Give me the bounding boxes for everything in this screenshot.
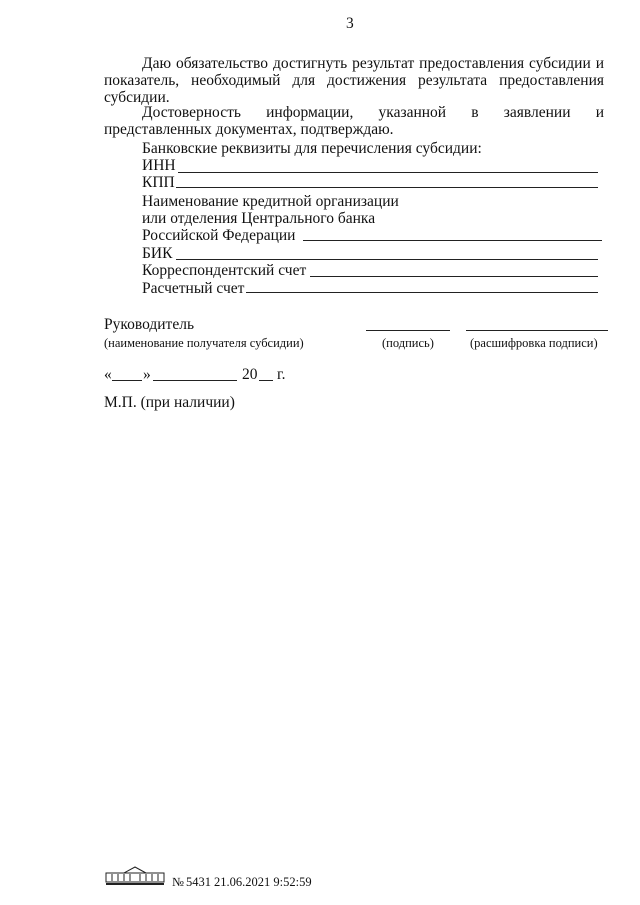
bik-blank-line bbox=[176, 259, 598, 260]
date-month-blank bbox=[153, 380, 237, 381]
building-logo-icon bbox=[104, 866, 166, 886]
settlement-account-label: Расчетный счет bbox=[142, 280, 245, 297]
footer-doc-number: 5431 bbox=[186, 875, 211, 889]
signature-decoding-blank-line bbox=[466, 330, 608, 331]
kpp-label: КПП bbox=[142, 174, 175, 191]
bik-label: БИК bbox=[142, 245, 173, 262]
date-close-quote: » bbox=[143, 366, 151, 383]
kpp-blank-line bbox=[176, 187, 598, 188]
signature-blank-line bbox=[366, 330, 450, 331]
seal-note: М.П. (при наличии) bbox=[104, 394, 235, 411]
org-name-label-line1: Наименование кредитной организации bbox=[142, 193, 399, 210]
org-name-label-line3: Российской Федерации bbox=[142, 227, 296, 244]
bank-details-heading: Банковские реквизиты для перечисления субсидии: bbox=[142, 140, 482, 157]
signature-caption: (подпись) bbox=[382, 336, 434, 350]
date-day-blank bbox=[112, 380, 142, 381]
page-number: 3 bbox=[346, 15, 354, 32]
inn-label: ИНН bbox=[142, 157, 176, 174]
footer-number-mark: № bbox=[172, 875, 184, 889]
settlement-account-blank-line bbox=[246, 292, 598, 293]
inn-blank-line bbox=[178, 172, 598, 173]
recipient-caption: (наименование получателя субсидии) bbox=[104, 336, 304, 350]
date-year-suffix: г. bbox=[277, 366, 286, 383]
corr-account-blank-line bbox=[310, 276, 598, 277]
org-name-label-line2: или отделения Центрального банка bbox=[142, 210, 376, 227]
footer-timestamp: 21.06.2021 9:52:59 bbox=[214, 875, 312, 889]
signature-decoding-caption: (расшифровка подписи) bbox=[470, 336, 598, 350]
accuracy-paragraph: Достоверность информации, указанной в заявлении и представленных документах, подтверждаю. bbox=[104, 104, 604, 138]
corr-account-label: Корреспондентский счет bbox=[142, 262, 307, 279]
date-open-quote: « bbox=[104, 366, 112, 383]
obligation-paragraph: Даю обязательство достигнуть результат предоставления субсидии и показатель, необходимый для достижения результата предоставления субсидии. bbox=[104, 55, 604, 106]
org-name-blank-line bbox=[303, 240, 602, 241]
head-label: Руководитель bbox=[104, 316, 195, 333]
date-year-prefix: 20 bbox=[242, 366, 258, 383]
date-year-blank bbox=[259, 380, 273, 381]
